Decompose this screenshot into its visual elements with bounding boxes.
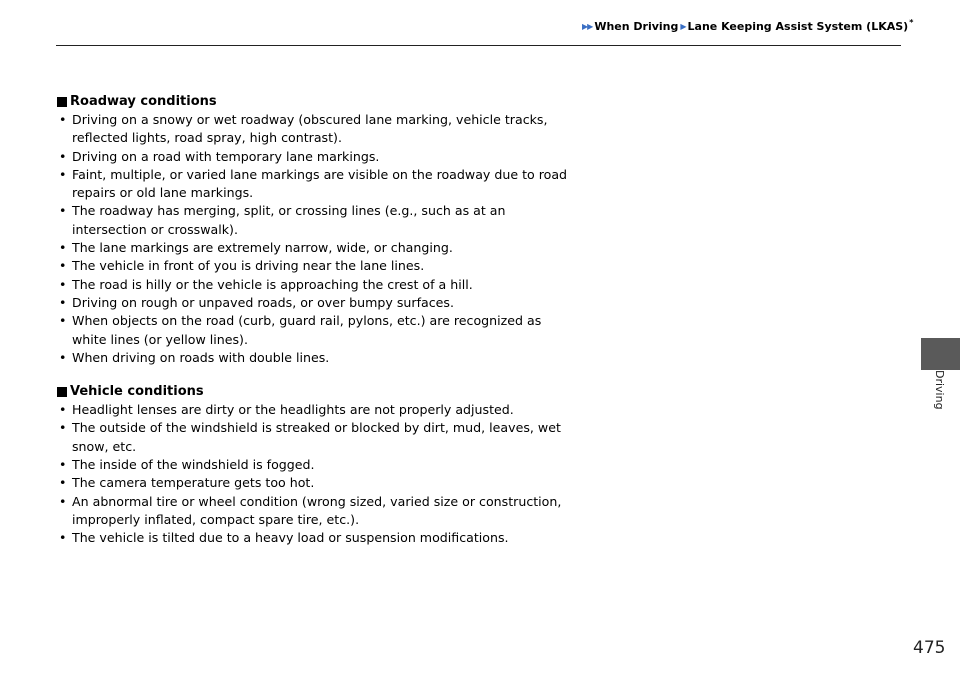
bullet-icon: •: [59, 475, 67, 491]
bullet-icon: •: [59, 349, 67, 365]
bullet-icon: •: [59, 294, 67, 310]
breadcrumb-separator-icon: ▶: [680, 22, 686, 31]
list-item: [57, 257, 577, 275]
section-heading: [57, 93, 577, 111]
list-item-text: The vehicle in front of you is driving near the lane lines.: [72, 258, 425, 274]
list-item-text: The camera temperature gets too hot.: [72, 475, 315, 491]
list-item-text: Driving on rough or unpaved roads, or over bumpy surfaces.: [72, 294, 454, 310]
list-item: [57, 111, 577, 148]
page-number: 475: [913, 638, 946, 658]
condition-list: [57, 111, 577, 367]
list-item: [57, 148, 577, 166]
bullet-icon: •: [59, 402, 67, 418]
list-item-text: The outside of the windshield is streaked or blocked by dirt, mud, leaves, wet snow, etc.: [72, 420, 561, 454]
list-item-text: Driving on a snowy or wet roadway (obscured lane marking, vehicle tracks, reflected lights, road spray, high contrast).: [72, 112, 548, 146]
main-content: [57, 93, 577, 564]
list-item-text: Faint, multiple, or varied lane markings are visible on the roadway due to road repairs or old lane markings.: [72, 166, 568, 201]
section-title: Roadway conditions: [70, 94, 217, 109]
bullet-icon: •: [59, 112, 67, 127]
list-item: [57, 474, 577, 492]
list-item-text: When objects on the road (curb, guard rail, pylons, etc.) are recognized as white lines (or yellow lines).: [72, 313, 542, 347]
list-item: [57, 456, 577, 474]
bullet-icon: •: [59, 457, 67, 473]
section-heading: [57, 383, 577, 401]
chapter-tab[interactable]: [921, 338, 960, 370]
list-item-text: Headlight lenses are dirty or the headlights are not properly adjusted.: [72, 402, 514, 418]
list-item-text: Driving on a road with temporary lane markings.: [72, 148, 380, 164]
list-item: [57, 493, 577, 530]
list-item: [57, 166, 577, 203]
bullet-icon: •: [59, 166, 67, 182]
list-item: [57, 349, 577, 367]
section-title: Vehicle conditions: [70, 384, 204, 400]
list-item-text: The roadway has merging, split, or crossing lines (e.g., such as at an intersection or crosswalk).: [72, 203, 506, 237]
breadcrumb-section[interactable]: When Driving: [594, 20, 679, 33]
list-item: [57, 239, 577, 257]
list-item: [57, 202, 577, 239]
list-item: [57, 294, 577, 312]
bullet-icon: •: [59, 240, 67, 256]
header-divider: [56, 45, 901, 46]
bullet-icon: •: [59, 276, 67, 292]
chapter-tab-label: Driving: [933, 370, 946, 410]
list-item: [57, 276, 577, 294]
section-roadway-conditions: [57, 93, 577, 367]
breadcrumb-page[interactable]: Lane Keeping Assist System (LKAS): [687, 20, 909, 33]
condition-list: [57, 401, 577, 547]
breadcrumb-footnote-mark: *: [909, 18, 914, 27]
list-item-text: The road is hilly or the vehicle is approaching the crest of a hill.: [72, 276, 473, 292]
list-item-text: An abnormal tire or wheel condition (wrong sized, varied size or construction, improperly inflated, compact spare tire, etc.).: [72, 493, 562, 527]
list-item-text: The lane markings are extremely narrow, wide, or changing.: [72, 240, 453, 256]
section-vehicle-conditions: [57, 383, 577, 547]
breadcrumb-arrow-icon: ▶▶: [582, 22, 593, 31]
list-item: [57, 401, 577, 419]
list-item: [57, 529, 577, 547]
list-item: [57, 419, 577, 456]
bullet-icon: •: [59, 530, 67, 546]
list-item: [57, 312, 577, 349]
bullet-icon: •: [59, 493, 67, 509]
breadcrumb: [582, 20, 913, 33]
list-item-text: The inside of the windshield is fogged.: [72, 457, 315, 473]
square-bullet-icon: [57, 387, 67, 397]
list-item-text: When driving on roads with double lines.: [72, 349, 330, 365]
square-bullet-icon: [57, 97, 67, 107]
bullet-icon: •: [59, 203, 67, 219]
bullet-icon: •: [59, 313, 67, 329]
bullet-icon: •: [59, 258, 67, 274]
list-item-text: The vehicle is tilted due to a heavy load or suspension modifications.: [72, 530, 509, 546]
bullet-icon: •: [59, 148, 67, 164]
bullet-icon: •: [59, 420, 67, 436]
